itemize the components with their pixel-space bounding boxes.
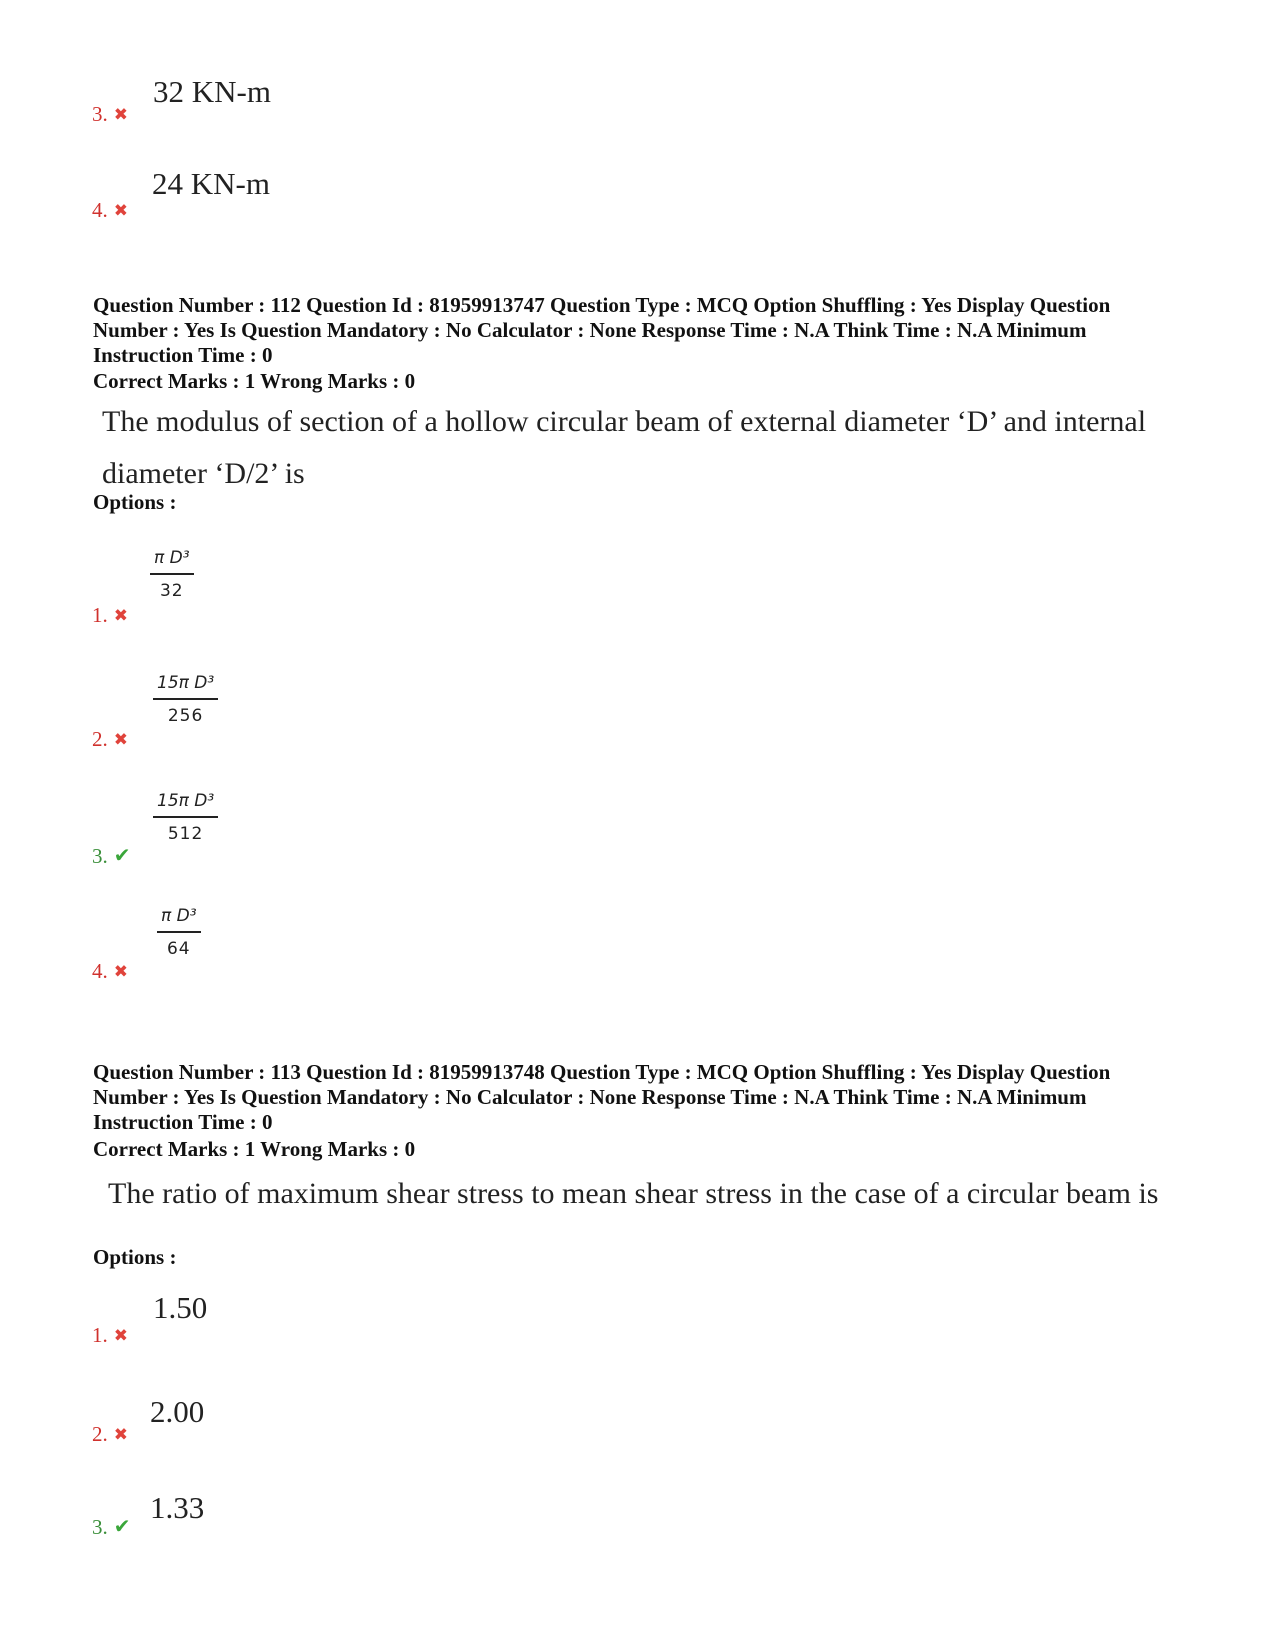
cross-icon: ✖ — [113, 1425, 128, 1444]
cross-icon: ✖ — [113, 962, 128, 981]
cross-icon: ✖ — [113, 105, 128, 124]
option-number: 1. ✖ — [92, 603, 128, 627]
option-number: 3. ✖ — [92, 102, 128, 126]
option-text: 24 KN-m — [152, 166, 270, 201]
option-fraction — [157, 906, 201, 959]
option-number: 3. ✔ — [92, 1515, 131, 1539]
option-number: 4. ✖ — [92, 198, 128, 222]
question-text-line: diameter ‘D/2’ is — [102, 457, 305, 490]
fraction-denominator: 32 — [159, 581, 184, 601]
question-meta: Question Number : 112 Question Id : 81959913747 Question Type : MCQ Option Shuffling : Yes Display Question Number : Yes Is Question Mandatory : No Calculator : None Response Time : N.A Think Time : N.A Minimum Instruction Time : 0 — [93, 293, 1111, 367]
option-text: 1.33 — [150, 1490, 205, 1525]
fraction-denominator: 256 — [167, 706, 204, 726]
question-text-line: The modulus of section of a hollow circular beam of external diameter ‘D’ and internal — [102, 405, 1147, 438]
fraction-numerator: π D³ — [157, 906, 201, 933]
option-text: 32 KN-m — [153, 74, 271, 109]
option-fraction — [153, 673, 218, 726]
option-text: 1.50 — [153, 1290, 208, 1325]
question-text — [102, 396, 1146, 500]
check-icon: ✔ — [113, 845, 131, 867]
fraction-numerator: π D³ — [150, 548, 194, 575]
fraction-denominator: 64 — [166, 939, 191, 959]
option-fraction — [150, 548, 194, 601]
question-meta: Question Number : 113 Question Id : 81959913748 Question Type : MCQ Option Shuffling : Yes Display Question Number : Yes Is Question Mandatory : No Calculator : None Response Time : N.A Think Time : N.A Minimum Instruction Time : 0 — [93, 1060, 1111, 1134]
option-number: 2. ✖ — [92, 727, 128, 751]
options-label: Options : — [93, 1245, 177, 1269]
question-marks: Correct Marks : 1 Wrong Marks : 0 — [93, 369, 416, 393]
option-number: 4. ✖ — [92, 959, 128, 983]
option-text: 2.00 — [150, 1394, 205, 1429]
fraction-numerator: 15π D³ — [153, 791, 218, 818]
options-label: Options : — [93, 490, 177, 514]
cross-icon: ✖ — [113, 730, 128, 749]
option-number: 3. ✔ — [92, 844, 131, 868]
question-text: The ratio of maximum shear stress to mean shear stress in the case of a circular beam is — [108, 1177, 1159, 1210]
check-icon: ✔ — [113, 1516, 131, 1538]
cross-icon: ✖ — [113, 606, 128, 625]
question-marks: Correct Marks : 1 Wrong Marks : 0 — [93, 1137, 416, 1161]
option-fraction — [153, 791, 218, 844]
fraction-denominator: 512 — [167, 824, 204, 844]
option-number: 2. ✖ — [92, 1422, 128, 1446]
cross-icon: ✖ — [113, 1326, 128, 1345]
option-number: 1. ✖ — [92, 1323, 128, 1347]
fraction-numerator: 15π D³ — [153, 673, 218, 700]
cross-icon: ✖ — [113, 201, 128, 220]
